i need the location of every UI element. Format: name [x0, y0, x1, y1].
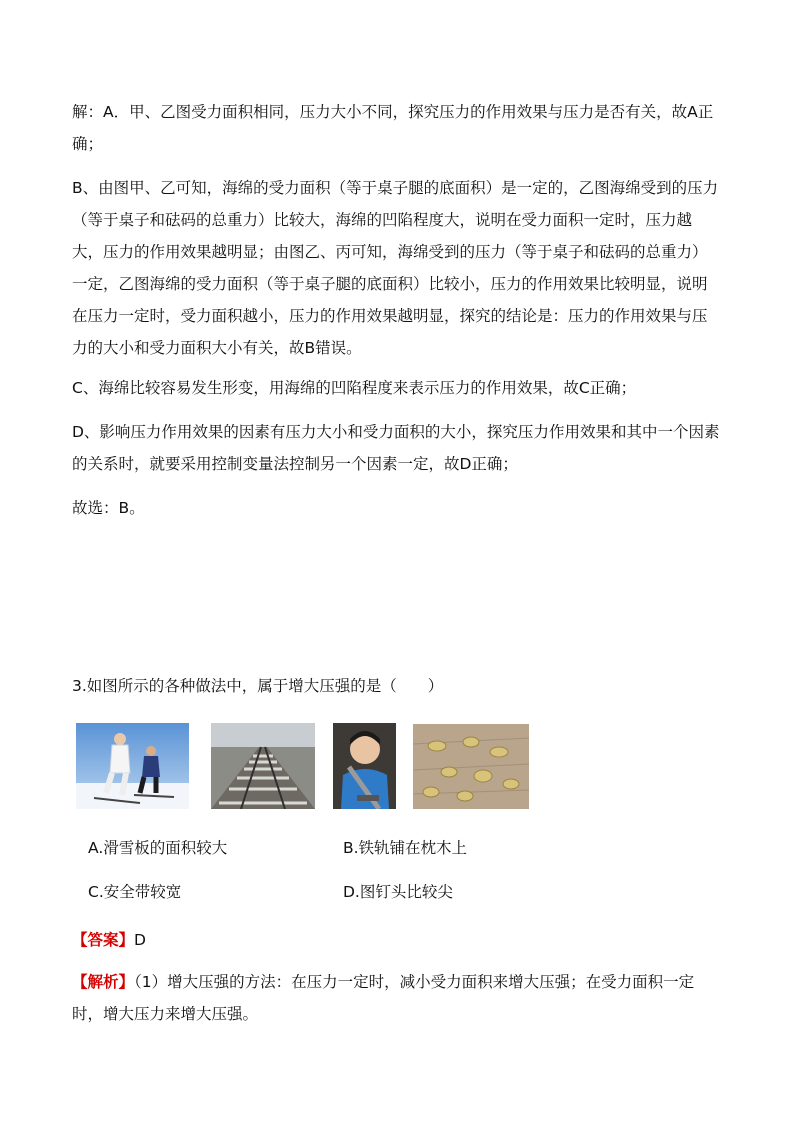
railway-image: [211, 723, 315, 809]
solution-paragraph-b: B、由图甲、乙可知，海绵的受力面积（等于桌子腿的底面积）是一定的，乙图海绵受到的压力（等于桌子和砝码的总重力）比较大，海绵的凹陷程度大，说明在受力面积一定时，压力越大，压力的作用效果越明显；由图乙、丙可知，海绵受到的压力（等于桌子和砝码的总重力）一定，乙图海绵的受力面积（等于桌子腿的底面积）比较小，压力的作用效果比较明显，说明在压力一定时，受力面积越小，压力的作用效果越明显，探究的结论是：压力的作用效果与压力的大小和受力面积大小有关，故B错误。: [72, 179, 719, 357]
skiing-illustration: [76, 723, 189, 809]
seatbelt-child-image: [333, 723, 396, 809]
solution-paragraph-a: 解：A．甲、乙图受力面积相同，压力大小不同，探究压力的作用效果与压力是否有关，故A正确；: [72, 103, 714, 153]
answer-label: 【答案】: [72, 931, 135, 949]
solution-choice: 故选：B。: [72, 499, 145, 517]
analysis-text: （1）增大压强的方法：在压力一定时，减小受力面积来增大压强；在受力面积一定时，增大压力来增大压强。: [72, 973, 695, 1023]
thumbtacks-image: [413, 724, 529, 809]
option-c: C.安全带较宽: [88, 883, 182, 901]
answer-value: D: [134, 931, 146, 949]
thumbtacks-illustration: [413, 724, 529, 809]
solution-paragraph-c: C、海绵比较容易发生形变，用海绵的凹陷程度来表示压力的作用效果，故C正确；: [72, 379, 637, 397]
solution-paragraph-d: D、影响压力作用效果的因素有压力大小和受力面积的大小，探究压力作用效果和其中一个因素的关系时，就要采用控制变量法控制另一个因素一定，故D正确；: [72, 423, 720, 473]
analysis-label: 【解析】: [72, 973, 135, 991]
answer-line: [72, 924, 722, 956]
option-a: A.滑雪板的面积较大: [88, 839, 228, 857]
railway-illustration: [211, 723, 315, 809]
analysis-paragraph: [72, 966, 722, 1030]
question-stem: 3.如图所示的各种做法中，属于增大压强的是（ ）: [72, 677, 444, 695]
option-d: D.图钉头比较尖: [343, 883, 453, 901]
option-b: B.铁轨铺在枕木上: [343, 839, 468, 857]
skiing-image: [76, 723, 189, 809]
seatbelt-illustration: [333, 723, 396, 809]
